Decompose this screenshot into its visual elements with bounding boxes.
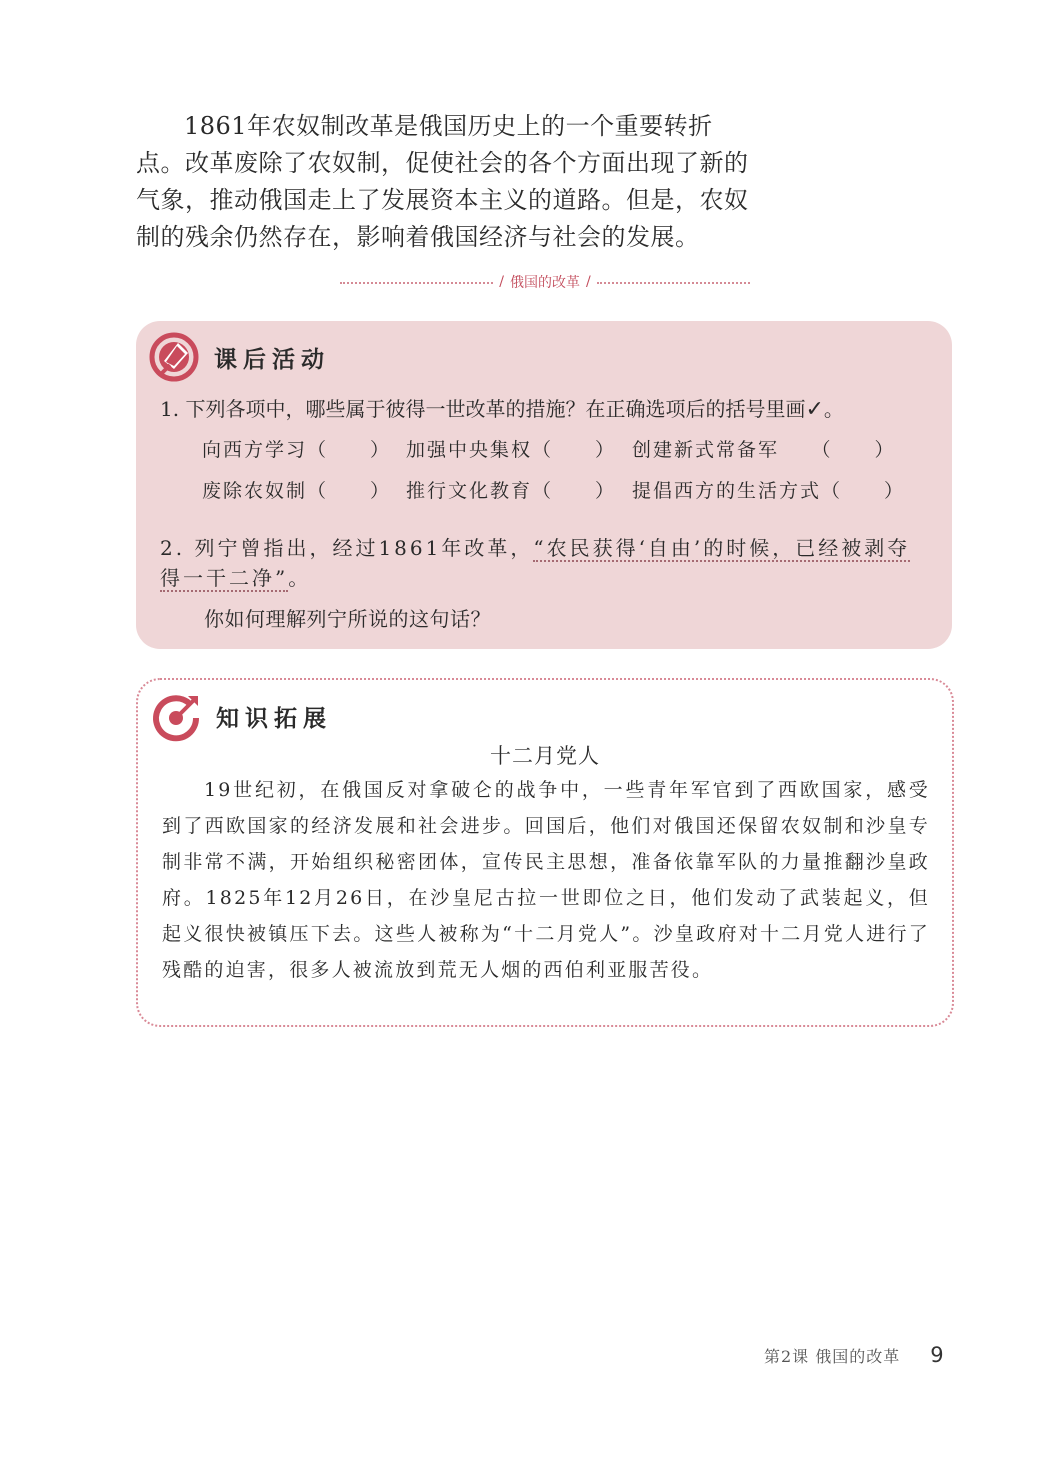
pencil-badge-icon: [148, 331, 200, 383]
option-item: 提倡西方的生活方式（ ）: [632, 480, 906, 502]
intro-paragraph: 1861年农奴制改革是俄国历史上的一个重要转折点。改革废除了农奴制，促使社会的各个方面出现了新的气象，推动俄国走上了发展资本主义的道路。但是，农奴制的残余仍然存在，影响着俄国经济与社会的发展。: [136, 112, 749, 251]
option-item: 废除农奴制（ ）: [202, 480, 392, 502]
option-item: 加强中央集权（ ）: [406, 439, 617, 461]
checkmark-icon: ✓: [805, 397, 824, 422]
question-1-text: 1. 下列各项中，哪些属于彼得一世改革的措施？在正确选项后的括号里画: [160, 397, 806, 421]
knowledge-paragraph: 19世纪初，在俄国反对拿破仑的战争中，一些青年军官到了西欧国家，感受到了西欧国家的经济发展和社会进步。回国后，他们对俄国还保留农奴制和沙皇专制非常不满，开始组织秘密团体，宣传民主思想，准备依靠军队的力量推翻沙皇政府。1825年12月26日，在沙皇尼古拉一世即位之日，他们发动了武装起义，但起义很快被镇压下去。这些人被称为“十二月党人”。沙皇政府对十二月党人进行了残酷的迫害，很多人被流放到荒无人烟的西伯利亚服苦役。: [162, 779, 930, 981]
divider-dots-left: [340, 282, 493, 284]
activity-header: [148, 331, 330, 383]
lenin-quote: “农民获得‘自由’的时候，已经被剥夺得一干二净”: [160, 536, 911, 590]
option-item: 向西方学习（ ）: [202, 439, 392, 461]
divider-label: 俄国的改革: [510, 275, 580, 291]
option-item: 推行文化教育（ ）: [406, 480, 617, 502]
activity-title: 课后活动: [214, 346, 330, 373]
page-number: 9: [930, 1343, 944, 1367]
knowledge-subtitle: 十二月党人: [490, 744, 600, 768]
question-2-prompt: 你如何理解列宁所说的这句话？: [204, 607, 491, 631]
activity-panel: [136, 321, 952, 649]
page-footer: [764, 1343, 944, 1367]
knowledge-body: [162, 772, 930, 988]
section-divider: / 俄国的改革 /: [340, 272, 750, 292]
knowledge-title: 知识拓展: [216, 705, 332, 732]
knowledge-header: [150, 690, 332, 742]
footer-lesson: 第2课 俄国的改革: [764, 1346, 901, 1366]
intro-text: [136, 108, 756, 256]
option-item: 创建新式常备军 （ ）: [632, 439, 896, 461]
divider-dots-right: [597, 282, 750, 284]
target-arrow-icon: [150, 690, 202, 742]
question-2: 2. 列宁曾指出，经过1861年改革，“农民获得‘自由’的时候，已经被剥夺得一干二净”。: [160, 536, 911, 590]
question-1: 1. 下列各项中，哪些属于彼得一世改革的措施？在正确选项后的括号里画✓。: [160, 397, 844, 422]
knowledge-panel: [136, 678, 954, 1027]
